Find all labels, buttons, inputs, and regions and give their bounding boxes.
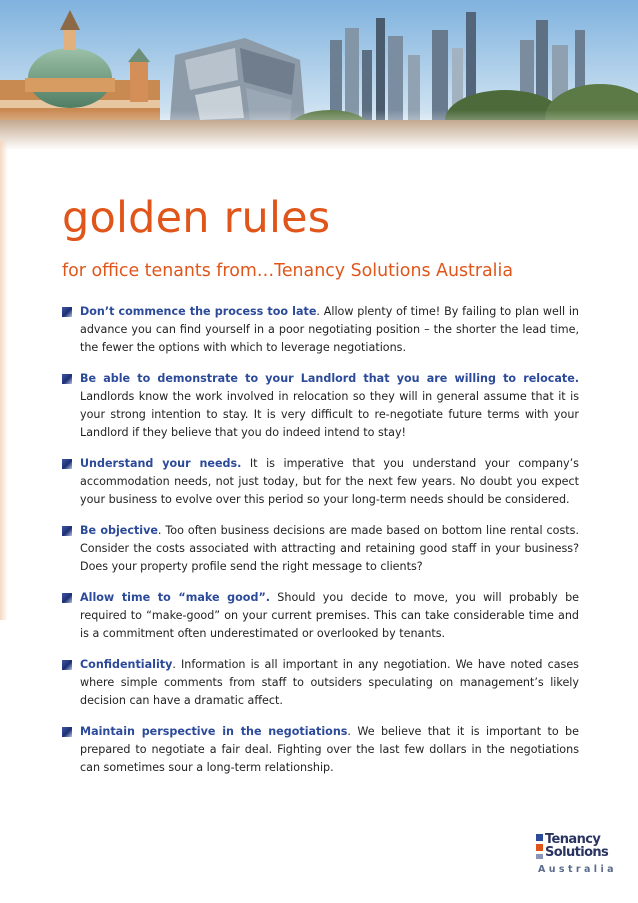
rule-text: We believe that it is important to be prepared to negotiate a fair deal. Fighting over the last few dollars in the negotiations can sometimes sour a long-term relationship. [80,725,579,774]
rule-heading: Don’t commence the process too late [80,305,317,318]
rule-text: Too often business decisions are made based on bottom line rental costs. Consider the costs associated with attracting and retaining good staff in your business? Does your property profile send the right message to clients? [80,524,579,573]
rule-heading: Confidentiality [80,658,173,671]
rule-heading: Allow time to “make good”. [80,591,270,604]
square-bullet-icon [62,660,72,670]
rule-separator: . [157,524,162,537]
square-bullet-icon [62,593,72,603]
rule-text: Allow plenty of time! By failing to plan well in advance you can find yourself in a poor negotiating position – the shorter the lead time, the fewer the options with which to leverage negotiations. [80,305,579,354]
square-bullet-icon [62,526,72,536]
page-edge-tint [0,140,8,620]
rule-heading: Be objective [80,524,158,537]
tenancy-solutions-logo [536,832,616,877]
rule-item [62,303,579,357]
logo-blue-square-icon [536,834,543,841]
logo-orange-square-icon [536,844,543,851]
golden-rules-list [62,303,579,790]
square-bullet-icon [62,459,72,469]
rule-text: Landlords know the work involved in relocation so they will in general assume that it is your strong intention to stay. It is very difficult to re-negotiate future terms with your Landlord if they believe that you do indeed intend to stay! [80,390,579,439]
rule-item [62,723,579,777]
rule-heading: Understand your needs. [80,457,242,470]
rule-item [62,370,579,442]
square-bullet-icon [62,727,72,737]
city-skyline-illustration [0,0,638,150]
rule-item [62,455,579,509]
rule-heading: Be able to demonstrate to your Landlord that you are willing to relocate. [80,372,579,385]
square-bullet-icon [62,374,72,384]
rule-heading: Maintain perspective in the negotiations [80,725,348,738]
rule-text: It is imperative that you understand your company’s accommodation needs, not just today, but for the next few years. No doubt you expect your business to evolve over this period so your long-term needs should be considered. [80,457,579,506]
logo-line-3: Australia [538,864,617,875]
rule-text: Information is all important in any negotiation. We have noted cases where simple comments from staff to outsiders speculating on management’s likely decision can have a dramatic affect. [80,658,579,707]
document-subtitle: for office tenants from…Tenancy Solutions Australia [62,261,513,281]
square-bullet-icon [62,307,72,317]
rule-item [62,656,579,710]
rule-text: Should you decide to move, you will probably be required to “make-good” on your current premises. This can take considerable time and is a commitment often underestimated or overlooked by tenants. [80,591,579,640]
rule-separator: . [347,725,351,738]
logo-grey-square-icon [536,854,543,859]
logo-line-1: Tenancy [545,832,601,847]
rule-separator: . [316,305,320,318]
rule-separator: . [172,658,176,671]
skyline-banner [0,0,638,150]
rule-item [62,589,579,643]
rule-item [62,522,579,576]
logo-line-2: Solutions [545,845,609,860]
document-title: golden rules [62,193,331,243]
